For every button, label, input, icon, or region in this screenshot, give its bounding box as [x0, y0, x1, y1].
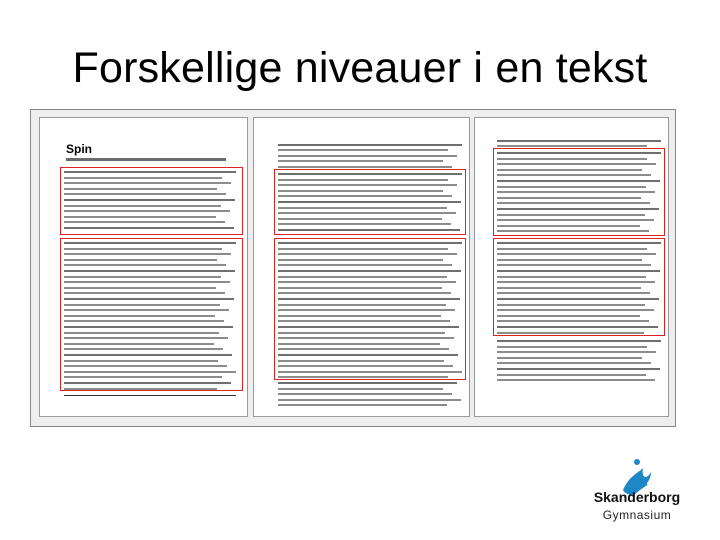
document-page-2: [254, 118, 469, 416]
text-line: [497, 351, 656, 353]
text-line: [278, 155, 457, 157]
logo-subtitle: Gymnasium: [602, 508, 672, 522]
text-line: [497, 374, 646, 376]
page-bottom-rule: [64, 395, 236, 396]
text-line: [278, 160, 443, 162]
highlight-box: [274, 238, 466, 380]
highlight-box: [493, 148, 665, 236]
document-page-1: [40, 118, 247, 416]
highlight-box: [60, 238, 243, 391]
document-subtitle-line: [66, 158, 226, 161]
text-line: [278, 393, 452, 395]
highlight-box: [60, 167, 243, 235]
text-line: [497, 340, 661, 342]
highlight-box: [493, 238, 665, 336]
text-line: [278, 399, 461, 401]
text-line: [278, 166, 452, 168]
text-line: [278, 404, 447, 406]
document-page-3: [475, 118, 668, 416]
text-line: [278, 144, 462, 146]
text-line: [278, 388, 443, 390]
text-line: [497, 346, 647, 348]
text-line: [497, 379, 655, 381]
text-line: [497, 368, 660, 370]
text-line: [497, 140, 661, 142]
logo-name: Skanderborg: [593, 489, 681, 505]
highlight-box: [274, 169, 466, 235]
text-line: [278, 149, 448, 151]
text-line: [497, 357, 642, 359]
slide-title: Forskellige niveauer i en tekst: [72, 44, 648, 92]
text-line: [278, 382, 457, 384]
document-heading: Spin: [66, 142, 92, 156]
text-line: [497, 362, 651, 364]
